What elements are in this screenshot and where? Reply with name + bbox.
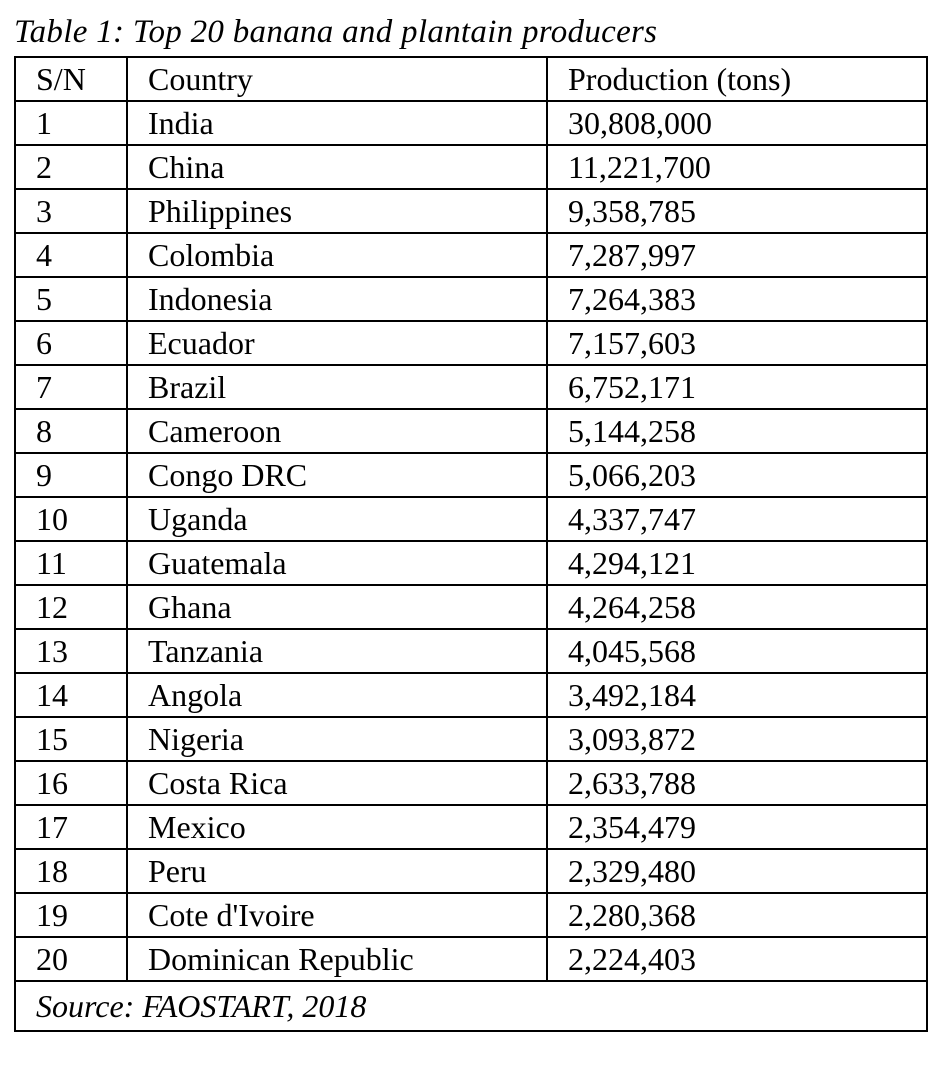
cell-country: Mexico bbox=[127, 805, 547, 849]
cell-sn: 14 bbox=[15, 673, 127, 717]
table-row bbox=[15, 629, 927, 673]
table-row bbox=[15, 409, 927, 453]
cell-country: Congo DRC bbox=[127, 453, 547, 497]
cell-production: 3,093,872 bbox=[547, 717, 927, 761]
cell-sn: 9 bbox=[15, 453, 127, 497]
table-row bbox=[15, 189, 927, 233]
cell-country: Ecuador bbox=[127, 321, 547, 365]
cell-sn: 4 bbox=[15, 233, 127, 277]
cell-country: Angola bbox=[127, 673, 547, 717]
table-caption: Table 1: Top 20 banana and plantain producers bbox=[14, 14, 658, 50]
cell-sn: 16 bbox=[15, 761, 127, 805]
cell-production: 2,280,368 bbox=[547, 893, 927, 937]
cell-sn: 8 bbox=[15, 409, 127, 453]
cell-country: Nigeria bbox=[127, 717, 547, 761]
cell-production: 4,294,121 bbox=[547, 541, 927, 585]
table-row bbox=[15, 585, 927, 629]
cell-production: 4,045,568 bbox=[547, 629, 927, 673]
table-row bbox=[15, 101, 927, 145]
cell-sn: 10 bbox=[15, 497, 127, 541]
cell-country: Tanzania bbox=[127, 629, 547, 673]
table-row bbox=[15, 233, 927, 277]
table-row bbox=[15, 717, 927, 761]
cell-country: Dominican Republic bbox=[127, 937, 547, 981]
table-row bbox=[15, 937, 927, 981]
cell-sn: 12 bbox=[15, 585, 127, 629]
cell-sn: 11 bbox=[15, 541, 127, 585]
cell-country: India bbox=[127, 101, 547, 145]
table-row bbox=[15, 321, 927, 365]
cell-country: Uganda bbox=[127, 497, 547, 541]
cell-production: 11,221,700 bbox=[547, 145, 927, 189]
cell-country: Brazil bbox=[127, 365, 547, 409]
cell-sn: 7 bbox=[15, 365, 127, 409]
table-row bbox=[15, 277, 927, 321]
cell-production: 3,492,184 bbox=[547, 673, 927, 717]
table-row bbox=[15, 849, 927, 893]
cell-production: 2,354,479 bbox=[547, 805, 927, 849]
cell-country: Guatemala bbox=[127, 541, 547, 585]
cell-sn: 13 bbox=[15, 629, 127, 673]
cell-sn: 19 bbox=[15, 893, 127, 937]
header-row bbox=[15, 57, 927, 101]
cell-production: 2,224,403 bbox=[547, 937, 927, 981]
cell-sn: 6 bbox=[15, 321, 127, 365]
cell-production: 2,633,788 bbox=[547, 761, 927, 805]
cell-production: 6,752,171 bbox=[547, 365, 927, 409]
header-country: Country bbox=[127, 57, 547, 101]
source-row bbox=[15, 981, 927, 1031]
table-row bbox=[15, 365, 927, 409]
header-production: Production (tons) bbox=[547, 57, 927, 101]
producers-table bbox=[14, 56, 928, 1032]
table-row bbox=[15, 673, 927, 717]
table-row bbox=[15, 893, 927, 937]
cell-production: 5,144,258 bbox=[547, 409, 927, 453]
cell-sn: 20 bbox=[15, 937, 127, 981]
source-note: Source: FAOSTART, 2018 bbox=[15, 981, 927, 1031]
cell-country: Peru bbox=[127, 849, 547, 893]
header-sn: S/N bbox=[15, 57, 127, 101]
table-row bbox=[15, 145, 927, 189]
cell-country: Indonesia bbox=[127, 277, 547, 321]
cell-country: Cote d'Ivoire bbox=[127, 893, 547, 937]
cell-sn: 17 bbox=[15, 805, 127, 849]
table-row bbox=[15, 453, 927, 497]
cell-production: 30,808,000 bbox=[547, 101, 927, 145]
cell-production: 9,358,785 bbox=[547, 189, 927, 233]
cell-sn: 15 bbox=[15, 717, 127, 761]
cell-country: Cameroon bbox=[127, 409, 547, 453]
cell-production: 5,066,203 bbox=[547, 453, 927, 497]
cell-country: Costa Rica bbox=[127, 761, 547, 805]
cell-country: China bbox=[127, 145, 547, 189]
cell-sn: 2 bbox=[15, 145, 127, 189]
cell-production: 2,329,480 bbox=[547, 849, 927, 893]
cell-production: 7,264,383 bbox=[547, 277, 927, 321]
cell-sn: 18 bbox=[15, 849, 127, 893]
table-row bbox=[15, 761, 927, 805]
table-row bbox=[15, 541, 927, 585]
table-body bbox=[15, 101, 927, 981]
cell-production: 4,264,258 bbox=[547, 585, 927, 629]
cell-country: Philippines bbox=[127, 189, 547, 233]
cell-sn: 5 bbox=[15, 277, 127, 321]
cell-sn: 3 bbox=[15, 189, 127, 233]
cell-production: 4,337,747 bbox=[547, 497, 927, 541]
cell-production: 7,157,603 bbox=[547, 321, 927, 365]
cell-country: Ghana bbox=[127, 585, 547, 629]
table-row bbox=[15, 805, 927, 849]
cell-sn: 1 bbox=[15, 101, 127, 145]
cell-production: 7,287,997 bbox=[547, 233, 927, 277]
cell-country: Colombia bbox=[127, 233, 547, 277]
table-row bbox=[15, 497, 927, 541]
